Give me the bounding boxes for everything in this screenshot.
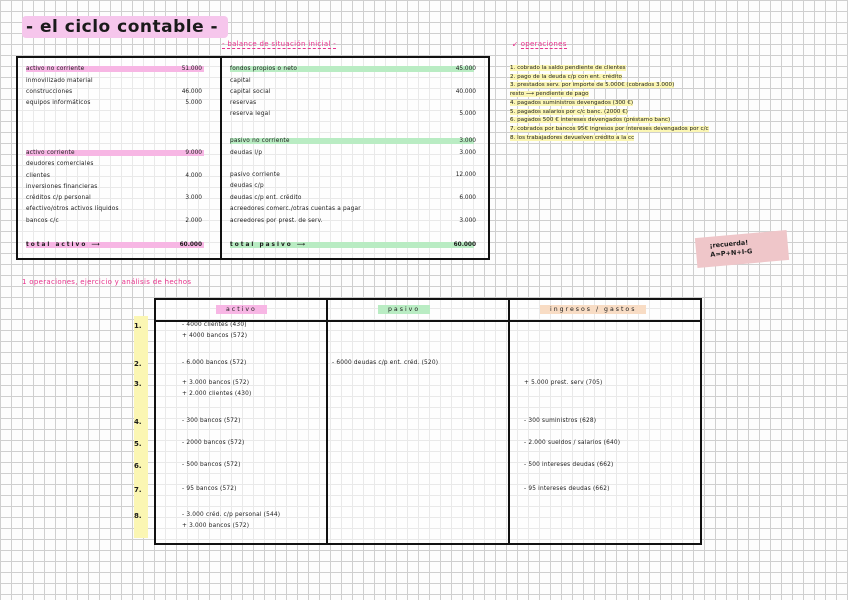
balance-row-label: pasivo no corriente bbox=[230, 138, 474, 144]
cell-activo: - 2000 bancos (572) bbox=[182, 440, 245, 446]
row-number: 1. bbox=[134, 322, 142, 330]
row-number: 5. bbox=[134, 440, 142, 448]
cell-activo: + 4000 bancos (572) bbox=[182, 333, 248, 339]
balance-row-value: 2.000 bbox=[185, 218, 202, 224]
operation-text: resto ⟶ pendiente de pago bbox=[510, 91, 589, 98]
row-number: 7. bbox=[134, 486, 142, 494]
balance-row-value: 4.000 bbox=[185, 173, 202, 179]
operation-item bbox=[510, 125, 830, 134]
operation-item bbox=[510, 73, 830, 82]
cell-activo: - 500 bancos (572) bbox=[182, 462, 241, 468]
balance-row-label: créditos c/p personal bbox=[26, 195, 91, 201]
cell-activo: - 4000 clientes (430) bbox=[182, 322, 247, 328]
balance-row-label: deudores comerciales bbox=[26, 161, 94, 167]
cell-activo: - 6.000 bancos (572) bbox=[182, 360, 247, 366]
balance-row-label: bancos c/c bbox=[26, 218, 59, 224]
operation-text: 3. prestados serv. por importe de 5.000€ (cobrados 3.000) bbox=[510, 82, 675, 89]
operation-text: 6. pagados 500 € intereses devengados (préstamo banc) bbox=[510, 117, 671, 124]
balance-row-label: fondos propios o neto bbox=[230, 66, 474, 72]
operation-text: 5. pagados salarios por c/c banc. (2000 €) bbox=[510, 108, 628, 115]
operation-text: 8. los trabajadores devuelven crédito a la cc bbox=[510, 134, 635, 141]
col-divider bbox=[326, 300, 328, 543]
balance-row-value: 5.000 bbox=[459, 111, 476, 117]
operation-item bbox=[510, 134, 830, 143]
balance-row-value: 40.000 bbox=[455, 89, 476, 95]
col-header-pasivo: pasivo bbox=[378, 305, 430, 314]
balance-total-label: total activo ⟶ bbox=[26, 242, 204, 248]
balance-row-label: capital bbox=[230, 78, 251, 84]
balance-row-label: reserva legal bbox=[230, 111, 271, 117]
operations-table bbox=[154, 298, 702, 545]
balance-row-value: 6.000 bbox=[459, 195, 476, 201]
balance-row-label: inmovilizado material bbox=[26, 78, 93, 84]
operation-item bbox=[510, 64, 830, 73]
sticky-note bbox=[695, 230, 789, 268]
cell-activo: + 2.000 clientes (430) bbox=[182, 391, 252, 397]
cell-pasivo: - 6000 deudas c/p ent. créd. (520) bbox=[332, 360, 439, 366]
row-number: 8. bbox=[134, 512, 142, 520]
balance-row-label: efectivo/otros activos líquidos bbox=[26, 206, 119, 212]
balance-row-label: deudas c/p ent. crédito bbox=[230, 195, 302, 201]
balance-row-value: 9.000 bbox=[185, 150, 202, 156]
col-header-activo: activo bbox=[216, 305, 267, 314]
cell-activo: - 95 bancos (572) bbox=[182, 486, 237, 492]
cell-ig: - 2.000 sueldos / salarios (640) bbox=[524, 440, 621, 446]
col-header-ingresos-gastos: ingresos / gastos bbox=[540, 305, 646, 314]
sticky-line-2: A=P+N+I-G bbox=[710, 247, 753, 259]
balance-heading: - balance de situación inicial - bbox=[222, 40, 337, 48]
page-title: - el ciclo contable - bbox=[22, 16, 228, 38]
balance-row-label: acreedores por prest. de serv. bbox=[230, 218, 323, 224]
operations-heading: ↙ operaciones bbox=[512, 40, 567, 48]
cell-activo: - 3.000 créd. c/p personal (544) bbox=[182, 512, 281, 518]
operation-text: 2. pago de la deuda c/p con ent. crédito bbox=[510, 73, 622, 80]
operation-text: 7. cobrados por bancos 95€ ingresos por intereses devengados por c/c bbox=[510, 125, 709, 132]
balance-row-value: 12.000 bbox=[455, 172, 476, 178]
exercise-heading: 1 operaciones, ejercicio y análisis de hechos bbox=[22, 278, 192, 286]
row-number-highlight bbox=[134, 316, 148, 538]
operations-list bbox=[510, 64, 830, 142]
balance-row-value: 45.000 bbox=[455, 66, 476, 72]
balance-row-label: deudas c/p bbox=[230, 183, 264, 189]
operation-item bbox=[510, 81, 830, 90]
balance-row-value: 51.000 bbox=[181, 66, 202, 72]
balance-divider bbox=[220, 58, 222, 258]
operation-item bbox=[510, 108, 830, 117]
balance-row-label: construcciones bbox=[26, 89, 73, 95]
balance-row-label: pasivo corriente bbox=[230, 172, 280, 178]
balance-row-value: 46.000 bbox=[181, 89, 202, 95]
balance-row-label: clientes bbox=[26, 173, 51, 179]
balance-total-value: 60.000 bbox=[179, 242, 202, 248]
balance-sheet bbox=[16, 56, 490, 260]
balance-row-value: 3.000 bbox=[459, 218, 476, 224]
balance-row-label: capital social bbox=[230, 89, 271, 95]
cell-ig: - 300 suministros (628) bbox=[524, 418, 597, 424]
sticky-line-1: ¡recuerda! bbox=[709, 238, 749, 250]
cell-activo: + 3.000 bancos (572) bbox=[182, 380, 250, 386]
operation-text: 1. cobrado la saldo pendiente de clientes bbox=[510, 65, 626, 71]
cell-activo: - 300 bancos (572) bbox=[182, 418, 241, 424]
balance-row-label: reservas bbox=[230, 100, 257, 106]
cell-activo: + 3.000 bancos (572) bbox=[182, 523, 250, 529]
cell-ig: - 500 intereses deudas (662) bbox=[524, 462, 614, 468]
row-number: 6. bbox=[134, 462, 142, 470]
balance-row-label: acreedores comerc./otras cuentas a pagar bbox=[230, 206, 361, 212]
operation-item bbox=[510, 99, 830, 108]
balance-row-label: activo no corriente bbox=[26, 66, 204, 72]
row-number: 4. bbox=[134, 418, 142, 426]
balance-total-label: total pasivo ⟶ bbox=[230, 242, 474, 248]
row-number: 2. bbox=[134, 360, 142, 368]
balance-row-value: 3.000 bbox=[459, 138, 476, 144]
row-number: 3. bbox=[134, 380, 142, 388]
operation-item bbox=[510, 116, 830, 125]
col-divider bbox=[508, 300, 510, 543]
balance-row-label: deudas l/p bbox=[230, 150, 263, 156]
balance-row-label: inversiones financieras bbox=[26, 184, 98, 190]
balance-row-value: 5.000 bbox=[185, 100, 202, 106]
operation-item bbox=[510, 90, 830, 99]
cell-ig: + 5.000 prest. serv (705) bbox=[524, 380, 603, 386]
balance-row-value: 3.000 bbox=[185, 195, 202, 201]
cell-ig: - 95 intereses deudas (662) bbox=[524, 486, 610, 492]
balance-row-label: equipos informáticos bbox=[26, 100, 91, 106]
balance-row-label: activo corriente bbox=[26, 150, 204, 156]
balance-row-value: 3.000 bbox=[459, 150, 476, 156]
balance-total-value: 60.000 bbox=[453, 242, 476, 248]
operation-text: 4. pagados suministros devengados (300 €) bbox=[510, 99, 634, 106]
